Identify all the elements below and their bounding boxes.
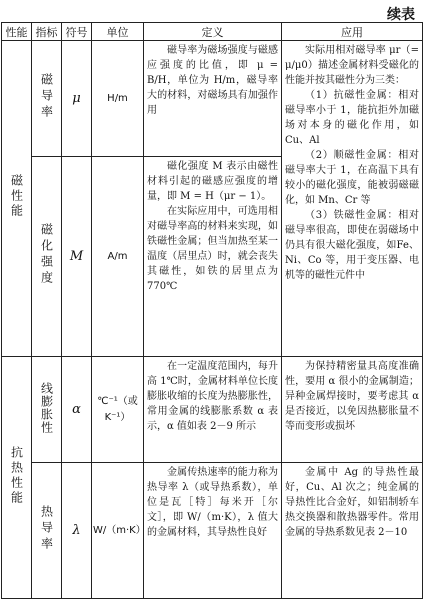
indicator-permeability: 磁导率 — [32, 41, 62, 157]
definition-expansion: 在一定温度范围内，每升高 1℃时，金属材料单位长度膨胀收缩的长度为热膨胀性，常用金属的线膨胀系数 α 表示，α 值如表 2－9 所示 — [144, 357, 282, 463]
definition-permeability: 磁导率为磁场强度与磁感应强度的比值，即 μ = B/H，单位为 H/m，磁导率大的材料，对磁场具有加强作用 — [144, 41, 282, 157]
symbol-m: M — [62, 157, 92, 357]
unit-permeability: H/m — [92, 41, 144, 157]
application-magnetic: 实际用相对磁导率 μr（= μ/μ0）描述金属材料受磁化的性能并按其磁性分为三类： （1）抗磁性金属：相对磁导率小于 1，能抗拒外加磁场对本身的磁化作用，如Cu、Al （2）顺磁性金属：相对磁导率大于 1，在高温下具有较小的磁化强度，能被弱磁磁化，如 Mn、Cr 等 （3）铁磁性金属：相对磁导率很高，即使在弱磁场中仍具有很大磁化强度，如Fe、Ni、Co 等，用于变压器、电机等的磁性元件中 — [282, 41, 423, 357]
header-symbol: 符号 — [62, 23, 92, 41]
indicator-conductivity: 热导率 — [32, 463, 62, 599]
definition-conductivity: 金属传热速率的能力称为热导率 λ（或导热系数），单位是瓦［特］每米开［尔文］，即 W/（m·K），λ 值大的金属材料，其导热性良好 — [144, 463, 282, 599]
table-row — [2, 357, 423, 463]
indicator-magnetization: 磁化强度 — [32, 157, 62, 357]
symbol-mu: μ — [62, 41, 92, 157]
header-unit: 单位 — [92, 23, 144, 41]
header-property: 性能 — [2, 23, 32, 41]
definition-magnetization: 磁化强度 M 表示由磁性材料引起的磁感应强度的增量，即 M = H（μr − 1）。 在实际应用中，可选用相对磁导率高的材料来实现，如铁磁性金属；但当加热至某一温度（居里点）时，就会丧失其磁性，如铁的居里点为 770℃ — [144, 157, 282, 357]
header-application: 应用 — [282, 23, 423, 41]
header-row — [2, 23, 423, 41]
properties-table — [1, 22, 423, 599]
symbol-lambda: λ — [62, 463, 92, 599]
application-expansion: 为保持精密量具高度准确性，要用 α 很小的金属制造；异种金属焊接时，要考虑其 α 是否接近，以免因热膨胀量不等而变形或损坏 — [282, 357, 423, 463]
header-indicator: 指标 — [32, 23, 62, 41]
application-conductivity: 金属中 Ag 的导热性最好，Cu、Al 次之；纯金属的导热性比合金好，如铝制轿车热交换器和散热器零件。常用金属的导热系数见表 2－10 — [282, 463, 423, 599]
unit-magnetization: A/m — [92, 157, 144, 357]
group-thermal — [2, 357, 32, 599]
table-row — [2, 41, 423, 157]
unit-conductivity: W/（m·K） — [92, 463, 144, 599]
table-row — [2, 463, 423, 599]
continued-label: 续表 — [387, 7, 415, 23]
header-definition: 定义 — [144, 23, 282, 41]
group-label: 抗热性能 — [9, 445, 24, 506]
indicator-expansion: 线膨胀性 — [32, 357, 62, 463]
group-magnetic — [2, 41, 32, 357]
symbol-alpha: α — [62, 357, 92, 463]
group-label: 磁性能 — [9, 174, 24, 219]
unit-expansion: ℃⁻¹（或 K⁻¹） — [92, 357, 144, 463]
